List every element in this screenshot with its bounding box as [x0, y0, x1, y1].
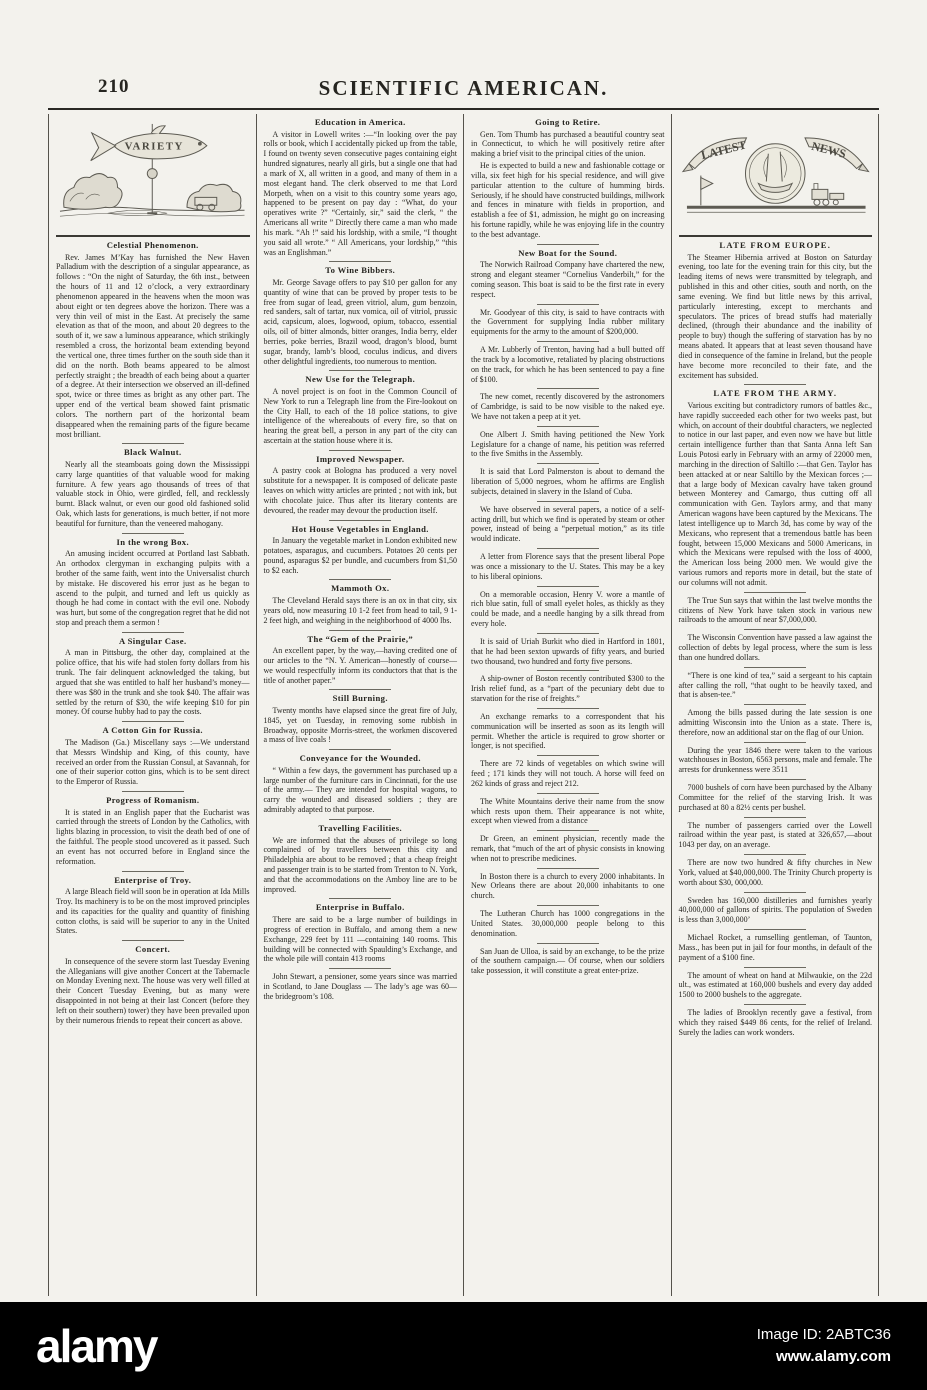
article	[264, 693, 458, 745]
article	[264, 524, 458, 576]
article-paragraph: One Albert J. Smith having petitioned the New York Legislature for a change of name, his petition was referred to the five Smiths in the Assembly.	[471, 429, 665, 459]
news-item	[679, 746, 873, 775]
latest-banner-text: LATEST	[699, 137, 748, 163]
article-separator	[329, 689, 391, 690]
article	[264, 265, 458, 366]
news-banner-text: NEWS	[809, 138, 847, 161]
article-paragraph: Nearly all the steamboats going down the Mississippi carry large quantities of that valuable wood for making furniture. A few years ago thousands of trees of that valuable stock in Ohio, were girdled, fell, and recklessly burnt. Black walnut, or even our good old fashioned solid Oak, which lasts for generations, is much better, if not more beautiful for furniture, than the veneered mahogany.	[56, 459, 250, 528]
article-separator	[122, 443, 184, 444]
article-paragraph: An amusing incident occurred at Portland last Sabbath. An orthodox clergyman in exchanging pulpits with a brother of the same faith, went into the Universalist church by mistake. He discovered his error just as he began to ascend to the pulpit, and turned and left us quickly as though he had come in contact with the evil one. Nobody was hurt, but some of the congregation regret that he did not stop and preach them a sermon !	[56, 549, 250, 628]
article-title: Celestial Phenomenon.	[106, 240, 199, 251]
article	[264, 753, 458, 815]
article-paragraph: The amount of wheat on hand at Milwaukie, on the 22d ult., was estimated at 160,000 bushels and every day added 1500 to 2000 bushels to the aggregate.	[678, 970, 872, 1000]
article-title: New Use for the Telegraph.	[305, 374, 416, 385]
article-paragraph: The Norwich Railroad Company have chartered the new, strong and elegant steamer “Cornelius Vanderbilt,” for the coming season. This boat is said to be the first rate in every respect.	[471, 260, 665, 299]
article-title: Travelling Facilities.	[318, 822, 403, 833]
article	[56, 875, 250, 937]
article	[264, 454, 458, 516]
article-title: LATE FROM EUROPE.	[719, 240, 832, 251]
article	[56, 447, 250, 528]
article-title: To Wine Bibbers.	[325, 265, 396, 276]
news-item	[471, 505, 665, 544]
news-item	[471, 637, 665, 666]
alamy-watermark-bar	[0, 1302, 927, 1390]
weathervane-fish-drawing	[56, 116, 250, 233]
article-separator	[329, 450, 391, 451]
article-paragraph: Mr. Goodyear of this city, is said to have contracts with the Government for supplying India rubber military equipments for the army to the amount of $200,000.	[471, 307, 665, 337]
article-paragraph: 7000 bushels of corn have been purchased by the Albany Committee for the relief of the starving Irish. It was purchased at 80 a 82½ cents per bushel.	[678, 783, 872, 812]
article-separator	[537, 670, 599, 671]
watermark-info	[757, 1324, 891, 1369]
article-separator	[537, 244, 599, 245]
article-separator	[744, 779, 806, 780]
news-item	[471, 674, 665, 703]
article-separator	[537, 868, 599, 869]
column-3	[464, 114, 672, 1296]
column-2	[257, 114, 465, 1296]
article-paragraph: Twenty months have elapsed since the great fire of July, 1845, yet on Tuesday, in removing some rubbish in Broadway, opposite Morris-street, the workmen discovered a mass of live coals !	[263, 705, 457, 745]
article-title: The “Gem of the Prairie,”	[307, 633, 414, 644]
article-paragraph: A man in Pittsburg, the other day, complained at the police office, that his wife had stolen forty dollars from his trunk. The fair delinquent acknowledged the taking, but argued that she was entitled to half her husband’s money—there was $80 in the trunk and she took $40. The affair was settled by the return of $30, the wife keeping $10 for pin money. Of course hubby had to pay the costs.	[56, 648, 250, 717]
article-paragraph: John Stewart, a pensioner, some years since was married in Scotland, to Jane Douglass — The lady’s age was 60—the bridegroom’s 108.	[263, 972, 457, 1001]
article-paragraph: There are said to be a large number of buildings in progress of erection in Buffalo, and among them a new Exchange, 229 feet by 111 —containing 140 rooms. This building will be connected with Spaulding’s Exchange, and the whole pile will contain 413 rooms	[263, 915, 457, 964]
article-paragraph: The Wisconsin Convention have passed a law against the collection of debts by legal process, where the sum is less than one hundred dollars.	[678, 633, 872, 662]
article-paragraph: The Madison (Ga.) Miscellany says :—We understand that Messrs Windship and King, of this county, have received an order from the Russian Consul, at Savannah, for one of their superior cotton gins, which is to be sent direct to the Emperor of Russia.	[56, 737, 250, 787]
news-item	[471, 467, 665, 496]
article-separator	[537, 501, 599, 502]
article-separator	[537, 755, 599, 756]
article-paragraph: It is said of Uriah Burkit who died in Hartford in 1801, that he had been sexton upwards of fifty years, and buried two thousand, two hundred and forty five persons.	[471, 636, 665, 666]
article-title: Mammoth Ox.	[331, 583, 390, 594]
alamy-url-text: www.alamy.com	[775, 1348, 891, 1365]
article-paragraph: He is expected to build a new and fashionable cottage or villa, six feet high for his special residence, and will give particular attention to the culture of humming birds. Seriously, if he should have constructed buildings, millwork and fences in minature with fields in proportion, and establish a fee of $1, admission, he might go on increasing his fortune rapidly, while he was enjoying life in the country to the best advantage.	[471, 161, 665, 239]
article-paragraph: During the year 1846 there were taken to the various watchhouses in Boston, 6563 persons, male and female. The arrests for drunkenness were 3511	[678, 745, 872, 775]
article-paragraph: The White Mountains derive their name from the snow which rests upon them. Their appearance is not white, except when viewed from a distance	[471, 796, 665, 826]
news-item	[679, 971, 873, 1000]
news-item	[471, 872, 665, 901]
news-item	[679, 708, 873, 737]
masthead	[0, 76, 927, 106]
article-paragraph: The Steamer Hibernia arrived at Boston on Saturday evening, too late for the evening train for this city, but the leading items of news were transmitted by telegraph, and published in this and other cities, south and north, on the same evening. We find but little news by this arrival, particularly interesting, except to merchants and speculators. The prices of bread stuffs had materially declined, (through their abundance and the inability of people to buy) though the suffering of starvation has by no means abated. It appears that at least seven thousand have died in consequence of the famine in Ireland, but the people have become more reconciled to their fate, and the excitement has subsided.	[678, 252, 872, 380]
article	[264, 634, 458, 686]
article-title: Hot House Vegetables in England.	[291, 523, 429, 534]
article-title: Going to Retire.	[535, 117, 601, 127]
article-paragraph: There are now two hundred & fifty churches in New York, valued at $40,000,000. The Trinity Church property is worth about $30, 000,000.	[678, 858, 872, 887]
column-4	[672, 114, 880, 1296]
varieties-banner-text: VARIETY	[124, 140, 184, 153]
article-separator	[537, 830, 599, 831]
article-paragraph: A visitor in Lowell writes :—“In looking over the pay rolls or book, which I accidentally picked up from the table, I found on twenty seven consecutive pages containing eight hundred signatures, nearly all girls, but a single one that had a mark of X, all written in a good, and many of them in a most elegant hand. The clerk observed to me that Lord Morpeth, when on a visit to this country some years ago, happened to be present on pay day : “What, do your operatives write ?” “Certainly, sir,” said the clerk, “ the Americans all write ” Directly there came a man who made his mark. “Ah !” said his lordship, with a smile, “I thought you said all wrote.” “ All Americans, your lordship,” “this was an Englishman.”	[263, 129, 457, 257]
article-title: LATE FROM THE ARMY.	[713, 388, 838, 399]
article-separator	[329, 630, 391, 631]
article-separator	[537, 793, 599, 794]
article-separator	[122, 940, 184, 941]
article-separator	[122, 721, 184, 722]
article-separator	[744, 854, 806, 855]
column-1	[49, 114, 257, 1296]
article-paragraph: “ Within a few days, the government has purchased up a large number of the furniture cars in Cincinnati, for the use of the army.— They are intended for hospital wagons, to carry the wounded and diseased soldiers ; they are admirably adapted to that purpose.	[263, 765, 457, 815]
article	[679, 240, 873, 380]
article-separator	[329, 370, 391, 371]
article-paragraph: Gen. Tom Thumb has purchased a beautiful country seat in Connecticut, to which he will positively retire after making a brief visit to the principal cities of the union.	[471, 129, 665, 159]
article-paragraph: There are 72 kinds of vegetables on which swine will feed ; 171 kinds they will not touch. A horse will feed on 262 kinds of grass and reject 212.	[471, 759, 665, 788]
article-paragraph: In Boston there is a church to every 2000 inhabitants. In New Orleans there are about 20,000 inhabitants to one church.	[471, 871, 665, 901]
article-paragraph: In January the vegetable market in London exhibited new potatoes, asparagus, and cucumbers. Potatoes 20 cents per pound, asparagus $2 per bundle, and cucumbers from $1,50 to $2 each.	[263, 536, 457, 575]
article	[264, 117, 458, 257]
article-separator	[122, 533, 184, 534]
news-item	[679, 633, 873, 662]
columns-container	[48, 114, 879, 1296]
article	[471, 248, 665, 300]
article-separator	[744, 704, 806, 705]
news-item	[471, 590, 665, 629]
image-id-text: Image ID: 2ABTC36	[756, 1325, 891, 1343]
article-separator	[329, 749, 391, 750]
news-item	[679, 671, 873, 700]
news-item	[471, 834, 665, 863]
article-title: New Boat for the Sound.	[518, 247, 618, 258]
news-item	[679, 783, 873, 812]
alamy-logo: alamy	[36, 1320, 157, 1372]
article	[56, 795, 250, 867]
article-separator	[537, 304, 599, 305]
news-item	[264, 972, 458, 1001]
article-separator	[122, 632, 184, 633]
article	[56, 725, 250, 787]
article-separator	[744, 892, 806, 893]
article	[264, 902, 458, 964]
article-separator	[744, 667, 806, 668]
article	[56, 944, 250, 1025]
masthead-title: SCIENTIFIC AMERICAN.	[318, 76, 609, 100]
article-separator	[744, 384, 806, 385]
article-paragraph: On a memorable occasion, Henry V. wore a mantle of rich blue satin, full of small eyelet holes, as thickly as they could be made, and a needle hanging by a silk thread from every hole.	[471, 589, 665, 629]
article-separator	[744, 929, 806, 930]
article-separator	[537, 463, 599, 464]
article-separator	[537, 905, 599, 906]
article-separator	[537, 633, 599, 634]
article-separator	[537, 943, 599, 944]
article-paragraph: In consequence of the severe storm last Tuesday Evening the Alleganians will give another Concert at the Tabernacle on Monday Evening next. The house was very well filled at their Concert Tuesday Evening, but as many were disappointed in not being at their last Concert (before they left on their southern) tower) they have been prevailed upon by their numerous friends to repeat their concert as above.	[56, 956, 250, 1025]
article-paragraph: A ship-owner of Boston recently contributed $300 to the Irish relief fund, as a “part of the pecuniary debt due to starvation for the rise of freights.”	[471, 674, 665, 704]
article	[679, 388, 873, 587]
article-separator	[537, 548, 599, 549]
latest-news-drawing	[679, 116, 873, 233]
article-paragraph: Rev. James M’Kay has furnished the New Haven Palladium with the description of a singular appearance, as follows : “On the night of Saturday, the 6th inst., between the hours of 11 and 12 o’clock, a very extraordinary phenomenon appeared in the heavens when the moon was about eight or ten degrees above the horizon. There was a very thin veil of mist in the East. At precisely the same elevation as that of the moon, and about 20 degrees to the south of it, we saw a luminous appearance, which strikingly resembled a cross, the horizontal beam extending beyond the vertical one, three times further on the south side than it did on the north. Both beams appeared to be almost perfectly straight ; the breadth of each being about a quarter of a degree. At their intersection we observed an ill-defined spot, twice or three times as bright as any other part. The upper end of the vertical beam showed faint prismatic colors. The northern part of the horizontal beam disappeared when the remaining parts of the figure became most brilliant.	[56, 252, 250, 439]
article-title: Education in America.	[314, 117, 406, 127]
article-paragraph: We are informed that the abuses of privilege so long complained of by travellers between this city and Philadelphia are about to be removed ; that a cheap freight and passenger train is to be started from Trenton to N. York, and that the accommodations on the Amboy line are to be improved.	[263, 835, 457, 894]
article-paragraph: Among the bills passed during the late session is one admitting Wisconsin into the Union as a state. There is, therefore, now an additional star on the flag of our Union.	[678, 708, 872, 737]
article-paragraph: A novel project is on foot in the Common Council of New York to run a Telegraph line from the Fire-lookout on the City Hall, to each of the 18 police stations, to give intelligence of the whereabouts of every fire, so that on hearing the great bell, a person in any part of the city can ascertain at the station house where it is.	[263, 386, 457, 446]
article-separator	[329, 819, 391, 820]
article-title: Concert.	[135, 944, 171, 955]
article-paragraph: The Lutheran Church has 1000 congregations in the United States. 30,000,000 people belong to this denomination.	[471, 909, 665, 938]
article-paragraph: A large Bleach field will soon be in operation at Ida Mills Troy. Its machinery is to be on the most improved principles and its capacities for the quality and quantity of finishing cotton cloths, is said will be superior to any in the United States.	[56, 887, 250, 936]
news-item	[679, 896, 873, 925]
latest-news-banner	[679, 116, 873, 237]
article-separator	[537, 426, 599, 427]
article-separator	[744, 967, 806, 968]
article-paragraph: The ladies of Brooklyn recently gave a festival, from which they raised $449 86 cents, for the relief of Ireland. Surely the ladies can work wonders.	[678, 1008, 872, 1037]
article-separator	[537, 341, 599, 342]
article-paragraph: “There is one kind of tea,” said a sergeant to his captain after calling the roll, “that ought to be heavily taxed, and that is absen-tee.”	[678, 670, 872, 700]
article-title: Enterprise in Buffalo.	[315, 902, 405, 913]
article	[471, 117, 665, 240]
article-paragraph: The Cleveland Herald says there is an ox in that city, six years old, now measuring 10 1-2 feet from head to tail, 9 1-2 feet high, and weighing in the neighborhood of 4000 lbs.	[263, 596, 457, 625]
article-separator	[744, 817, 806, 818]
article-paragraph: It is stated in an English paper that the Eucharist was carried through the streets of London by the Catholics, with lights blazing in procession, to visit the death bed of one of the faithful. The people stood uncovered as it passed. Such an event has not occurred before in England since the reformation.	[56, 807, 250, 866]
news-item	[471, 392, 665, 421]
article-title: In the wrong Box.	[116, 536, 190, 547]
news-item	[471, 909, 665, 938]
news-item	[679, 858, 873, 887]
article-separator	[329, 520, 391, 521]
article-separator	[122, 791, 184, 792]
article-paragraph: The number of passengers carried over the Lowell railroad within the year past, is stated at 326,657,—about 1043 per day, on an average.	[678, 820, 872, 850]
news-item	[471, 712, 665, 751]
article-separator	[329, 968, 391, 969]
article-title: Enterprise of Troy.	[114, 874, 192, 885]
news-item	[471, 345, 665, 384]
article-separator	[537, 708, 599, 709]
news-item	[471, 308, 665, 337]
article-paragraph: A Mr. Lubberly of Trenton, having had a bull butted off the track by a locomotive, retaliated by placing obstructions on the track, for which he has been sentenced to pay a fine of $100.	[471, 345, 665, 384]
article-paragraph: The True Sun says that within the last twelve months the citizens of New York have taken stock in various new railroads to the amount of near $7,000,000.	[678, 595, 872, 625]
article-separator	[329, 261, 391, 262]
varieties-illustration	[56, 116, 250, 237]
article-separator	[537, 388, 599, 389]
article-title: Still Burning.	[332, 693, 388, 704]
article	[264, 583, 458, 625]
page-number: 210	[98, 76, 130, 97]
article-separator	[744, 629, 806, 630]
article	[56, 636, 250, 717]
news-item	[679, 596, 873, 625]
news-item	[679, 933, 873, 962]
article	[264, 823, 458, 895]
article-paragraph: The new comet, recently discovered by the astronomers of Cambridge, is said to be now visible to the naked eye. We have not taken a peep at it yet.	[471, 392, 665, 421]
article-title: A Singular Case.	[118, 635, 187, 646]
news-item	[471, 947, 665, 976]
article-separator	[122, 871, 184, 872]
article-title: Black Walnut.	[123, 447, 182, 458]
article-paragraph: It is said that Lord Palmerston is about to demand the liberation of 5,000 negroes, whom he affirms are English subjects, detained in slavery in the Island of Cuba.	[471, 467, 665, 496]
article-paragraph: Mr. George Savage offers to pay $10 per gallon for any quantity of wine that can be proved by proper tests to be free from sugar of lead, green vitriol, alum, gum benzoin, red sanders, salt of tartar, nux vomica, oil of vitriol, prussic acid, capsicum, aloes, logwood, opium, tobacco, essential oils, oil of bitter almonds, bitter oranges, India berry, elder berries, poke berries, Brazil wood, dragon’s blood, burnt sugar, brandy, lamb’s blood, coculus indicus, and divers other delightful ingredients, too numerous to mention.	[263, 277, 457, 366]
article-title: Conveyance for the Wounded.	[299, 753, 421, 764]
article-paragraph: A letter from Florence says that the present liberal Pope was once a missionary to the U. States. This may be a key to his liberal opinions.	[471, 552, 665, 581]
article-paragraph: San Juan de Ulloa, is said by an exchange, to be the prize of the southern campaign.— Of course, when our soldiers take possession, it will constitute a great enter-prize.	[471, 946, 665, 976]
news-item	[679, 1008, 873, 1037]
news-item	[471, 759, 665, 788]
article-paragraph: Various exciting but contradictory rumors of battles &c., have rapidly succeeded each other for two weeks past, but which, on account of their doubtful characters, we neglected to notice in our last paper, and even now we have but little certain intelligence further than that Santa Anna left San Louis Potosi early in February with an army of 22000 men, marching in the direction of Saltillo :—that Gen. Taylor has been attacked at or near Saltillo by the Mexican forces ;—that a large body of Mexican cavalry have taken ground between Monterey and Camargo, thus cutting off all communication with Gen. Taylors army, and that many American wagons have been captured by the Mexicans. The latest intelligence up to March 3d, has come by way of the Mexicans, who represent that a tremendous battle has been fought, between 15,000 Mexicans and 5000 Americans, in which the Mexicans were repulsed with the loss of 4000, the American loss being 2000 men. We would give the various rumors and reports more in detail, but the state of our columns will not admit.	[678, 400, 872, 587]
article-paragraph: Dr Green, an eminent physician, recently made the remark, that “much of the art of physic consists in knowing when not to prescribe medicines.	[471, 834, 665, 863]
article-paragraph: An excellent paper, by the way,—having credited one of our articles to the “N. Y. American—honestly of course—we would respectfully inform its conductors that that is the title of another paper.”	[263, 646, 457, 685]
article-separator	[329, 579, 391, 580]
news-item	[471, 552, 665, 581]
article-separator	[744, 592, 806, 593]
article-paragraph: Michael Rocket, a rumselling gentleman, of Taunton, Mass., has been put in jail for four months, in default of the payment of a $100 fine.	[678, 933, 872, 962]
article-separator	[744, 1004, 806, 1005]
masthead-rule	[48, 108, 879, 110]
article-separator	[744, 742, 806, 743]
article-paragraph: A pastry cook at Bologna has produced a very novel substitute for a newspaper. It is composed of delicate paste leaves on which witty articles are printed ; not with ink, but with chocolate juice. Thus after its literary contents are devoured, the reader may devour the production itself.	[263, 466, 457, 515]
news-item	[679, 821, 873, 850]
article-paragraph: We have observed in several papers, a notice of a self-acting drill, but which we find is operated by steam or other power, instead of being a “perpetual motion,” as its title would indicate.	[471, 504, 665, 544]
article	[264, 374, 458, 446]
article-separator	[537, 586, 599, 587]
article	[56, 240, 250, 439]
article-separator	[329, 898, 391, 899]
article-paragraph: Sweden has 160,000 distilleries and furnishes yearly 40,000,000 of gallons of spirits. The population of Sweden is less than 3,000,000’	[678, 895, 872, 925]
article	[56, 537, 250, 628]
news-item	[471, 797, 665, 826]
article-title: Improved Newspaper.	[316, 453, 405, 464]
article-title: Progress of Romanism.	[106, 794, 200, 805]
news-item	[471, 430, 665, 459]
article-paragraph: An exchange remarks to a correspondent that his communication will be inserted as soon as its length will permit. Whether the article is required to grow shorter or longer, is not specified.	[471, 711, 665, 751]
article-title: A Cotton Gin for Russia.	[102, 725, 203, 736]
